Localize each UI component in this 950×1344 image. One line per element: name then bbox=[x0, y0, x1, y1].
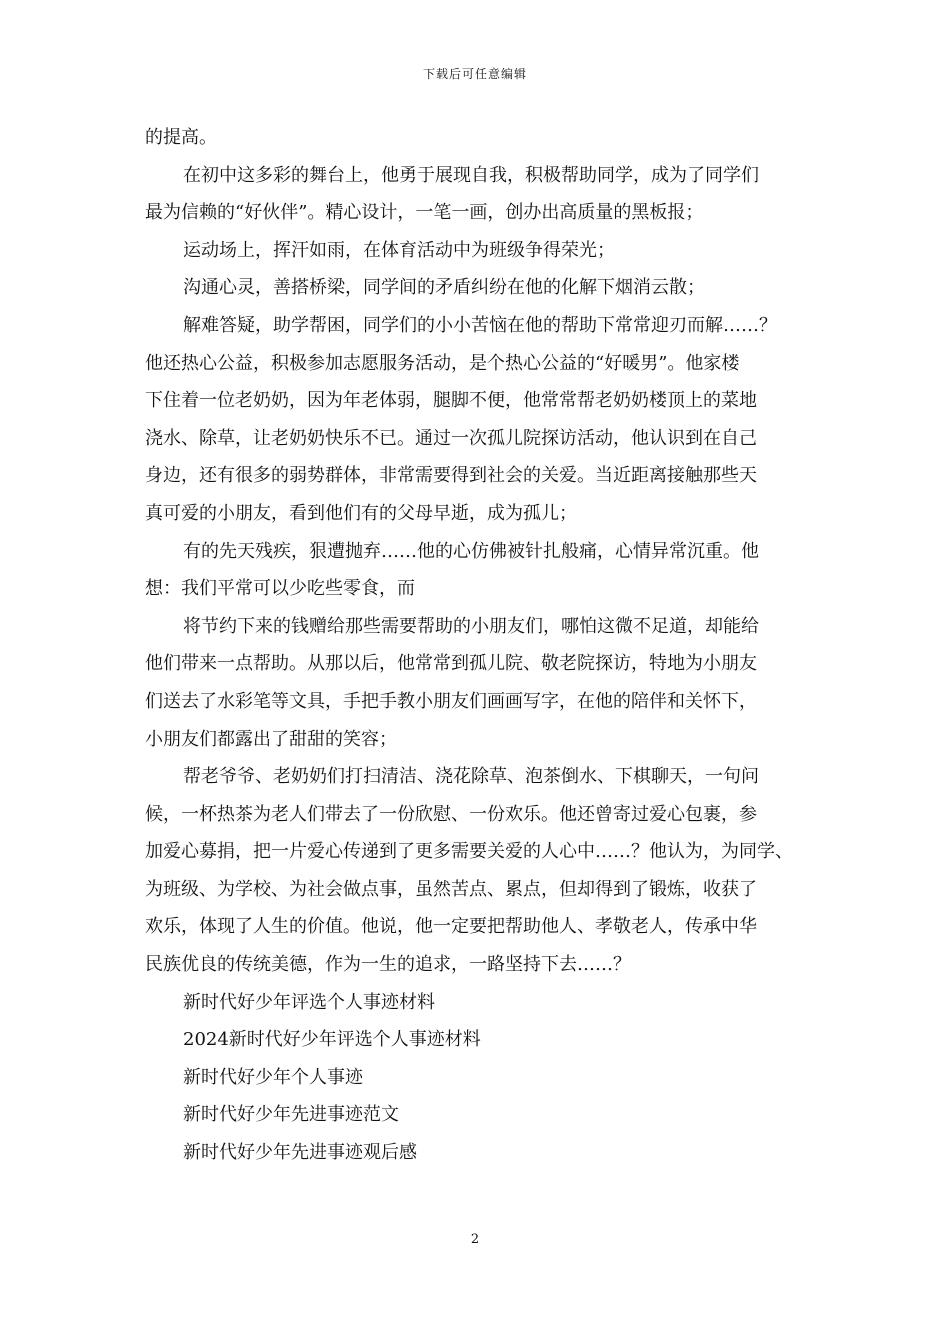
text-line: 们送去了水彩笔等文具，手把手教小朋友们画画写字，在他的陪伴和关怀下， bbox=[145, 690, 757, 712]
text-line: 他们带来一点帮助。从那以后，他常常到孤儿院、敬老院探访，特地为小朋友 bbox=[145, 653, 757, 675]
text-line: 身边，还有很多的弱势群体，非常需要得到社会的关爱。当近距离接触那些天 bbox=[145, 465, 757, 487]
text-line: 他还热心公益，积极参加志愿服务活动，是个热心公益的“好暖男”。他家楼 bbox=[145, 352, 740, 374]
text-line: 新时代好少年评选个人事迹材料 bbox=[183, 991, 435, 1013]
page-number: 2 bbox=[470, 1232, 480, 1247]
text-line: 在初中这多彩的舞台上，他勇于展现自我，积极帮助同学，成为了同学们 bbox=[183, 164, 759, 186]
text-line: 的提高。 bbox=[145, 127, 217, 148]
text-line: 解难答疑，助学帮困，同学们的小小苦恼在他的帮助下常常迎刃而解……？ bbox=[183, 314, 777, 336]
text-line: 帮老爷爷、老奶奶们打扫清洁、浇花除草、泡茶倒水、下棋聊天，一句问 bbox=[183, 766, 759, 788]
text-line: 为班级、为学校、为社会做点事，虽然苦点、累点，但却得到了锻炼，收获了 bbox=[145, 878, 757, 900]
text-line: 运动场上，挥汗如雨，在体育活动中为班级争得荣光； bbox=[183, 239, 615, 261]
page-header: 下载后可任意编辑 bbox=[422, 67, 527, 81]
text-line: 新时代好少年先进事迹范文 bbox=[183, 1104, 399, 1126]
text-line: 新时代好少年个人事迹 bbox=[183, 1066, 363, 1088]
text-line: 加爱心募捐，把一片爱心传递到了更多需要关爱的人心中……？他认为，为同学、 bbox=[145, 841, 793, 863]
text-line: 将节约下来的钱赠给那些需要帮助的小朋友们，哪怕这微不足道，却能给 bbox=[183, 615, 759, 637]
text-line: 欢乐，体现了人生的价值。他说，他一定要把帮助他人、孝敬老人，传承中华 bbox=[145, 916, 757, 938]
text-line: 候，一杯热茶为老人们带去了一份欣慰、一份欢乐。他还曾寄过爱心包裹，参 bbox=[145, 803, 757, 825]
text-line: 民族优良的传统美德，作为一生的追求，一路坚持下去……？ bbox=[145, 954, 631, 976]
text-line: 真可爱的小朋友，看到他们有的父母早逝，成为孤儿； bbox=[145, 502, 577, 524]
text-line: 沟通心灵，善搭桥梁，同学间的矛盾纠纷在他的化解下烟消云散； bbox=[183, 277, 705, 299]
text-line: 2024新时代好少年评选个人事迹材料 bbox=[183, 1029, 481, 1051]
text-line: 下住着一位老奶奶，因为年老体弱，腿脚不便，他常常帮老奶奶楼顶上的菜地 bbox=[145, 390, 757, 412]
text-line: 新时代好少年先进事迹观后感 bbox=[183, 1142, 417, 1164]
text-line: 小朋友们都露出了甜甜的笑容； bbox=[145, 728, 397, 750]
document-body bbox=[145, 119, 825, 1172]
text-line: 有的先天残疾，狠遭抛弃……他的心仿佛被针扎般痛，心情异常沉重。他 bbox=[183, 540, 759, 562]
text-line: 最为信赖的“好伙伴”。精心设计，一笔一画，创办出高质量的黑板报； bbox=[145, 202, 704, 224]
text-line: 想：我们平常可以少吃些零食，而 bbox=[145, 578, 415, 600]
text-line: 浇水、除草，让老奶奶快乐不已。通过一次孤儿院探访活动，他认识到在自己 bbox=[145, 427, 757, 449]
